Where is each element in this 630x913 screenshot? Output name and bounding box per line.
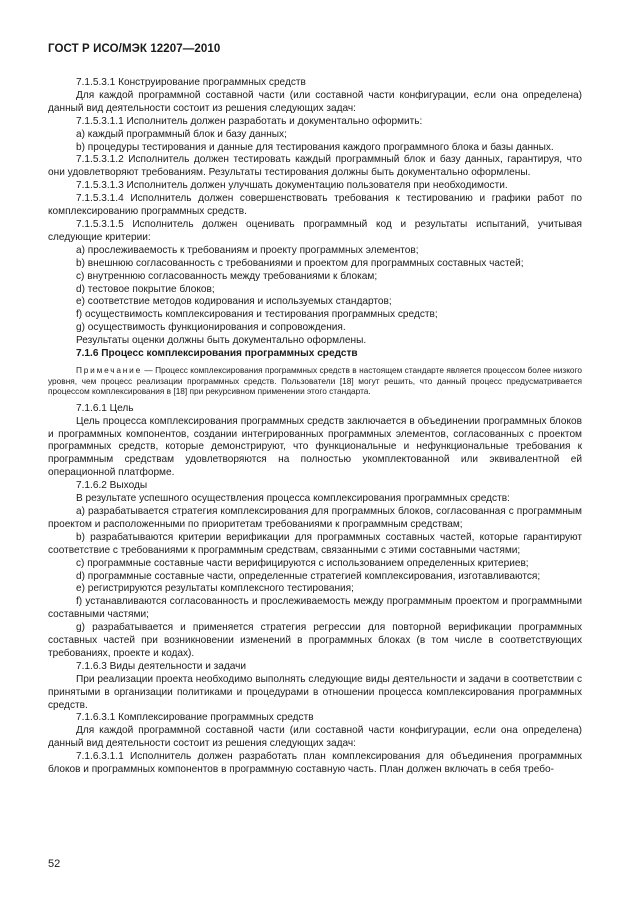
list-item: g) разрабатывается и применяется стратегия регрессии для повторной верификации программных составных частей при возникновении изменений в программных блоках (в том числе в соответствующих требованиях, проекте и кодах). (48, 622, 582, 659)
list-item: a) разрабатывается стратегия комплексирования для программных блоков, согласованная с программным проектом и расположенными по приоритетам требованиями к программным средствам; (48, 505, 582, 530)
section-heading: 7.1.6 Процесс комплексирования программных средств (76, 348, 358, 360)
list-item: a) каждый программный блок и базу данных; (76, 128, 287, 140)
list-item: a) прослеживаемость к требованиям и проекту программных элементов; (76, 244, 419, 256)
paragraph: При реализации проекта необходимо выполнять следующие виды деятельности и задачи в соответствии с принятыми в организации политиками и процедурами в отношении процесса комплексирования программных средств. (48, 673, 582, 711)
subsection-heading: 7.1.6.2 Выходы (76, 480, 148, 492)
list-item: c) программные составные части верифицируются с использованием определенных критериев; (76, 557, 529, 569)
paragraph: Для каждой программной составной части (или составной части конфигурации, если она определена) данный вид деятельности состоит из решения следующих задач: (48, 89, 582, 114)
paragraph: Цель процесса комплексирования программных средств заключается в объединении программных блоков и программных компонентов, создании интегрированных программных элементов, согласованных с проектом программных средств, которые демонстрируют, что функциональные и нефункциональные требования к программным средствам удовлетворяются на полностью укомплектованной или эквивалентной ей операционной платформе. (48, 415, 582, 479)
paragraph: 7.1.5.3.1.1 Исполнитель должен разработать и документально оформить: (76, 115, 423, 127)
note-text: — Процесс комплексирования программных средств в настоящем стандарте является процессом более низкого уровня, чем процесс реализации программных средств. Пользователи [18] могут решить, что данный процесс предусматривается процессом комплексирования в [18] при рекурсивном применении этого стандарта. (48, 364, 582, 397)
paragraph: Результаты оценки должны быть документально оформлены. (76, 335, 367, 347)
paragraph: 7.1.6.3.1.1 Исполнитель должен разработать план комплексирования для объединения программных блоков и программных компонентов в программную составную часть. План должен включать в себя требо- (48, 751, 582, 776)
note-label: Примечание (76, 364, 143, 375)
paragraph: 7.1.5.3.1 Конструирование программных средств (76, 77, 306, 88)
subsection-heading: 7.1.6.1 Цель (76, 402, 134, 414)
paragraph: 7.1.5.3.1.3 Исполнитель должен улучшать документацию пользователя при необходимости. (76, 180, 508, 192)
document-body (48, 77, 582, 777)
list-item: b) внешнюю согласованность с требованиями и проектом для программных составных частей; (76, 257, 524, 269)
subsection-heading: 7.1.6.3 Виды деятельности и задачи (76, 660, 247, 672)
page-number: 52 (48, 858, 61, 870)
list-item: c) внутреннюю согласованность между требованиями к блокам; (76, 270, 378, 282)
list-item: f) осуществимость комплексирования и тестирования программных средств; (76, 309, 438, 321)
paragraph: 7.1.5.3.1.5 Исполнитель должен оценивать программный код и результаты испытаний, учитывая следующие критерии: (48, 218, 582, 243)
subsection-heading: 7.1.6.3.1 Комплексирование программных средств (76, 712, 314, 724)
list-item: e) соответствие методов кодирования и используемых стандартов; (76, 296, 392, 308)
list-item: e) регистрируются результаты комплексного тестирования; (76, 583, 354, 595)
note (48, 365, 582, 397)
list-item: f) устанавливаются согласованность и прослеживаемость между программным проектом и программными составными частями; (48, 596, 582, 621)
list-item: g) осуществимость функционирования и сопровождения. (76, 322, 346, 334)
list-item: b) разрабатываются критерии верификации для программных составных частей, которые гарантируют соответствие с требованиями к программным средствам, связанными с этими составными частями; (48, 531, 582, 556)
paragraph: 7.1.5.3.1.2 Исполнитель должен тестировать каждый программный блок и базу данных, гарантируя, что они удовлетворяют требованиям. Результаты тестирования должны быть документально оформлены. (48, 154, 582, 179)
list-item: d) программные составные части, определенные стратегией комплексирования, изготавливаются; (76, 570, 541, 582)
list-item: d) тестовое покрытие блоков; (76, 283, 215, 295)
paragraph: 7.1.5.3.1.4 Исполнитель должен совершенствовать требования к тестированию и графики работ по комплексированию программных средств. (48, 193, 582, 218)
paragraph: В результате успешного осуществления процесса комплексирования программных средств: (76, 493, 510, 505)
list-item: b) процедуры тестирования и данные для тестирования каждого программного блока и базы данных. (76, 141, 554, 153)
standard-header: ГОСТ Р ИСО/МЭК 12207—2010 (48, 43, 221, 55)
paragraph: Для каждой программной составной части (или составной части конфигурации, если она определена) данный вид деятельности состоит из решения следующих задач: (48, 725, 582, 750)
